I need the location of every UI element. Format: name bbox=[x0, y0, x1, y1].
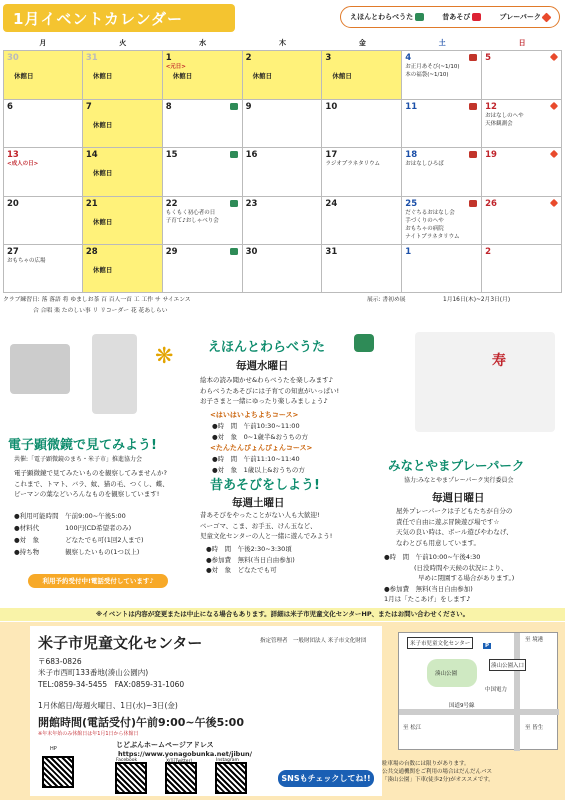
calendar-event: ナイトプラネタリウム bbox=[405, 233, 460, 240]
calendar-day bbox=[163, 245, 243, 292]
calendar-day bbox=[3, 197, 83, 245]
calendar-day bbox=[83, 51, 163, 99]
reservation-badge: 利用予約受付中!電話受付しています♪ bbox=[28, 574, 168, 588]
game-icon bbox=[469, 151, 477, 158]
hp-label: じどぶんホームページアドレス bbox=[116, 741, 214, 749]
postal-code: 〒683-0826 bbox=[38, 657, 82, 666]
calendar-day bbox=[83, 245, 163, 292]
header bbox=[0, 0, 565, 38]
playpark-desc: 屋外プレーパークは子どもたちが自分の 責任で自由に遊ぶ冒険遊び場です☆ 天気の良い時は、ボール遊びやわなげ、 なわとびも用意しています。 bbox=[396, 507, 513, 547]
closed-days: 1月休館日/毎週火曜日、1日(水)~3日(金) bbox=[38, 701, 178, 710]
day-number: 24 bbox=[325, 198, 338, 209]
kite-note: 1月は「たこあげ」をします♪ bbox=[384, 595, 471, 603]
calendar-week bbox=[3, 196, 562, 245]
day-number: 13 bbox=[7, 150, 19, 160]
parking-icon: P bbox=[485, 643, 490, 649]
kite-illustration bbox=[415, 332, 555, 432]
calendar-event: 手づくりのへや bbox=[405, 217, 444, 224]
day-number: 26 bbox=[485, 198, 497, 209]
closed-label: 休館日 bbox=[252, 72, 273, 80]
day-number: 10 bbox=[325, 101, 338, 112]
weekday-header bbox=[3, 36, 562, 50]
calendar-event: 天体観測会 bbox=[485, 120, 513, 127]
day-number: 2 bbox=[485, 247, 492, 257]
micro-host: 共催:「電子顕微鏡のまち・米子市」推進協力会 bbox=[14, 456, 143, 463]
calendar-event: おもちゃの病院 bbox=[405, 225, 444, 232]
calendar-event: 本の福袋(~1/10) bbox=[405, 72, 449, 78]
title-banner bbox=[3, 4, 235, 32]
day-number: 20 bbox=[7, 198, 19, 209]
footer-note: ※年末年始のみ休館日は年1月1日から休館日 bbox=[38, 731, 139, 737]
book-icon bbox=[354, 334, 374, 352]
game-icon bbox=[469, 54, 477, 61]
mukashi-when: 毎週土曜日 bbox=[232, 497, 285, 509]
day-number: 17 bbox=[325, 150, 338, 160]
dow-wed: 水 bbox=[199, 39, 207, 47]
calendar-event: おもちゃの広場 bbox=[7, 258, 46, 264]
calendar-day bbox=[83, 148, 163, 196]
calendar-event: だぐちるおはなし会 bbox=[405, 209, 455, 216]
ehon-when: 毎週水曜日 bbox=[236, 360, 289, 372]
calendar-day bbox=[163, 51, 243, 99]
calendar-day bbox=[402, 245, 482, 292]
playpark-details: ●時 間 午前10:00~午後4:30 (日没時間や天候の状況により、 早めに閉園する場合があります。) ●参加費 無料(当日自由参加) bbox=[384, 553, 515, 593]
day-number: 3 bbox=[325, 53, 332, 63]
closed-label: 休館日 bbox=[92, 217, 113, 226]
day-number: 29 bbox=[165, 247, 178, 257]
day-number: 6 bbox=[7, 101, 13, 112]
address: 米子市西町133番地(湊山公園内) bbox=[38, 668, 149, 677]
calendar-day bbox=[83, 100, 163, 148]
calendar-day bbox=[482, 245, 562, 292]
calendar-day bbox=[163, 100, 243, 148]
event-calendar bbox=[3, 36, 562, 293]
dow-mon: 月 bbox=[39, 39, 47, 47]
map-road bbox=[514, 633, 520, 751]
access-note: 駐車場の台数には限りがあります。 公共交通機関をご利用の場合はだんだんバス 「湊山公園」下車(徒歩2分)がオススメです。 bbox=[382, 761, 494, 783]
ehon-course-1-details: ●時 間 午前10:30~11:00 ●対 象 0~1歳半&おうちの方 bbox=[212, 422, 308, 441]
center-info bbox=[30, 626, 382, 796]
day-number: 14 bbox=[85, 150, 98, 160]
calendar-weeks bbox=[3, 50, 562, 293]
dow-fri: 金 bbox=[358, 39, 366, 47]
closed-label: 休館日 bbox=[92, 120, 113, 129]
calendar-day bbox=[243, 100, 323, 148]
playpark-title: みなとやまプレーパーク bbox=[388, 458, 525, 473]
calendar-day bbox=[3, 148, 83, 196]
center-manager: 指定管理者 一般財団法人 米子市文化財団 bbox=[260, 638, 367, 644]
change-notice: ※イベントは内容が変更または中止になる場合もあります。詳細は米子市児童文化センターHP、またはお問い合わせください。 bbox=[0, 608, 565, 621]
exhibition-label: 展示: 書初め展 bbox=[367, 297, 406, 303]
calendar-day bbox=[243, 245, 323, 292]
calendar-day bbox=[482, 100, 562, 148]
microscope-sample-image bbox=[10, 344, 70, 394]
calendar-event: ラジオプラネタリウム bbox=[325, 161, 381, 167]
book-icon bbox=[230, 151, 238, 158]
opening-hours: 開館時間(電話受付)午前9:00~午後5:00 bbox=[38, 716, 244, 729]
legend-ehon: えほんとわらべうた bbox=[350, 12, 424, 22]
day-number: 5 bbox=[485, 53, 492, 63]
calendar-event: <成人の日> bbox=[7, 161, 39, 167]
kite-icon bbox=[541, 12, 551, 22]
day-number: 11 bbox=[405, 101, 418, 112]
game-icon bbox=[469, 103, 477, 110]
page-title: 1月イベントカレンダー bbox=[13, 10, 184, 28]
calendar-event: 子育て♪おしゃべり会 bbox=[165, 217, 219, 224]
closed-label: 休館日 bbox=[332, 72, 352, 80]
day-number: 1 bbox=[405, 247, 412, 257]
calendar-day bbox=[322, 100, 402, 148]
calendar-day bbox=[83, 197, 163, 245]
closed-label: 休館日 bbox=[14, 72, 34, 80]
game-icon bbox=[469, 200, 477, 207]
closed-label: 休館日 bbox=[92, 169, 113, 177]
day-number: 21 bbox=[85, 198, 98, 209]
calendar-day bbox=[402, 100, 482, 148]
day-number: 15 bbox=[165, 150, 178, 160]
mukashi-title: 昔あそびをしよう! bbox=[210, 478, 320, 493]
map-label-park-entrance: 湊山公園入口 bbox=[489, 659, 526, 671]
map-label-sakaiminato: 至 境港 bbox=[525, 637, 544, 643]
calendar-day bbox=[402, 148, 482, 196]
day-number: 31 bbox=[325, 247, 338, 257]
mukashi-desc: 昔あそびをやったことがない人も大歓迎! ベーゴマ、こま、お手玉、けん玉など、 児童文化センターの人と一緒に遊んでみよう! bbox=[200, 511, 333, 540]
calendar-week bbox=[3, 147, 562, 196]
dow-sun: 日 bbox=[518, 39, 526, 47]
day-number: 16 bbox=[245, 150, 258, 160]
book-icon bbox=[230, 248, 238, 255]
kite-sign: 寿 bbox=[492, 353, 506, 369]
calendar-day bbox=[322, 197, 402, 245]
day-number: 25 bbox=[405, 198, 418, 209]
calendar-day bbox=[482, 51, 562, 99]
book-icon bbox=[415, 13, 424, 21]
calendar-day bbox=[3, 100, 83, 148]
legend-playpark: プレーパーク bbox=[500, 12, 550, 22]
map-label-kaike: 至 皆生 bbox=[525, 725, 544, 731]
calendar-day bbox=[3, 245, 83, 292]
access-map bbox=[398, 632, 558, 750]
day-number: 12 bbox=[485, 101, 497, 112]
center-name: 米子市児童文化センター bbox=[38, 634, 203, 652]
snowflake-icon: ❋ bbox=[155, 344, 174, 369]
day-number: 31 bbox=[85, 53, 98, 63]
playpark-when: 毎週日曜日 bbox=[432, 492, 485, 504]
map-label-route9: 国道9号線 bbox=[449, 703, 475, 709]
event-legend bbox=[340, 6, 560, 28]
ehon-course-2: <たんたんぴょんぴょんコース> bbox=[210, 444, 313, 452]
calendar-day bbox=[402, 197, 482, 245]
qr-instagram[interactable] bbox=[215, 762, 247, 794]
club-line-1: クラブ練習日: 落 落語 将 ゆましお茶 百 百人一首 工 工作 サ サイエンス bbox=[3, 297, 191, 303]
dow-tue: 火 bbox=[119, 39, 127, 47]
calendar-day bbox=[163, 148, 243, 196]
calendar-week bbox=[3, 244, 562, 293]
tel-fax: TEL:0859-34-5455 FAX:0859-31-1060 bbox=[38, 680, 185, 689]
day-number: 30 bbox=[7, 53, 19, 63]
sns-button[interactable]: SNSもチェックしてね!! bbox=[278, 770, 374, 787]
day-number: 9 bbox=[245, 101, 252, 112]
map-label-center: 米子市児童文化センター bbox=[407, 637, 473, 649]
calendar-day bbox=[163, 197, 243, 245]
day-number: 7 bbox=[85, 101, 92, 112]
calendar-event: お正月あそび(~1/10) bbox=[405, 64, 460, 70]
calendar-day bbox=[243, 51, 323, 99]
calendar-week bbox=[3, 99, 562, 148]
events-detail bbox=[0, 322, 565, 607]
ehon-desc: 絵本の読み聞かせ&わらべうたを楽しみます♪ わらべうたあそびには子育ての知恵がいっぱい! お子さまと一緒にゆったり楽しみましょう♪ bbox=[200, 376, 340, 405]
playpark-host: 協力:みなとやまプレーパーク実行委員会 bbox=[404, 477, 514, 484]
game-icon bbox=[472, 13, 481, 21]
day-number: 23 bbox=[245, 198, 258, 209]
calendar-event: おはなしひろば bbox=[405, 161, 444, 167]
day-number: 1 bbox=[165, 53, 172, 63]
mukashi-details: ●時 間 午後2:30~3:30頃 ●参加費 無料(当日自由参加) ●対 象 どなたでも可 bbox=[206, 545, 295, 574]
calendar-event: もくもく初心者の日 bbox=[165, 209, 216, 216]
dow-sat: 土 bbox=[438, 39, 446, 47]
micro-title: 電子顕微鏡で見てみよう! bbox=[8, 438, 157, 453]
day-number: 28 bbox=[85, 247, 98, 257]
legend-mukashi: 昔あそび bbox=[442, 12, 481, 22]
club-practice-info bbox=[3, 295, 562, 319]
calendar-day bbox=[482, 148, 562, 196]
calendar-day bbox=[243, 197, 323, 245]
calendar-day bbox=[322, 245, 402, 292]
day-number: 18 bbox=[405, 150, 418, 160]
calendar-week bbox=[3, 50, 562, 99]
day-number: 8 bbox=[165, 101, 172, 112]
day-number: 2 bbox=[245, 53, 252, 63]
ehon-course-1: <はいはいよちよちコース> bbox=[210, 411, 299, 419]
day-number: 19 bbox=[485, 150, 497, 160]
map-label-chugoku: 中国電力 bbox=[485, 687, 508, 693]
calendar-day bbox=[322, 148, 402, 196]
closed-label: 休館日 bbox=[172, 72, 193, 80]
qr-label-facebook: Facebook bbox=[116, 758, 138, 763]
closed-label: 休館日 bbox=[92, 266, 113, 274]
micro-details: ●利用可能時間 午前9:00~午後5:00 ●材料代 100円(CD希望者のみ) ●対 象 どなたでも可(1回2人まで) ●持ち物 観察したいもの(1つ以上) bbox=[14, 512, 144, 556]
map-label-park: 湊山公園 bbox=[435, 671, 458, 677]
calendar-day bbox=[482, 197, 562, 245]
ehon-course-2-details: ●時 間 午前11:10~11:40 ●対 象 1歳以上&おうちの方 bbox=[212, 455, 305, 474]
qr-facebook[interactable] bbox=[115, 762, 147, 794]
qr-hp[interactable] bbox=[42, 756, 74, 788]
book-icon bbox=[230, 103, 238, 110]
day-number: 27 bbox=[7, 247, 19, 257]
calendar-day bbox=[243, 148, 323, 196]
dow-thu: 木 bbox=[278, 39, 286, 47]
microscope-image bbox=[92, 334, 137, 414]
qr-x[interactable] bbox=[165, 762, 197, 794]
day-number: 4 bbox=[405, 53, 412, 63]
qr-label-instagram: Instagram bbox=[216, 758, 239, 763]
hp-url[interactable]: https://www.yonagobunka.net/jibun/ bbox=[118, 750, 252, 758]
micro-desc: 電子顕微鏡で見てみたいものを観察してみませんか? これまで、トマト、バラ、蚊、猫の毛、つくし、蝶、 ピーマンの葉などいろんなものを観察しています! bbox=[14, 469, 169, 498]
exhibition-range: 1月16日(木)~2月3日(月) bbox=[443, 297, 511, 303]
calendar-day bbox=[3, 51, 83, 99]
ehon-title: えほんとわらべうた bbox=[208, 340, 326, 355]
qr-label-x: X(旧Twitter) bbox=[166, 759, 193, 764]
day-number: 30 bbox=[245, 247, 258, 257]
day-number: 22 bbox=[165, 198, 178, 209]
calendar-day bbox=[322, 51, 402, 99]
map-road bbox=[399, 709, 559, 715]
club-line-2: 合 合唱 楽 たのしい事 リ リコーダー 花 花あしらい bbox=[33, 308, 168, 314]
qr-label-hp: HP bbox=[50, 746, 57, 752]
calendar-event: おはなしのへや bbox=[485, 112, 524, 119]
closed-label: 休館日 bbox=[92, 72, 113, 80]
map-label-matsue: 至 松江 bbox=[403, 725, 422, 731]
book-icon bbox=[230, 200, 238, 207]
calendar-event: <元日> bbox=[165, 64, 186, 70]
calendar-day bbox=[402, 51, 482, 99]
